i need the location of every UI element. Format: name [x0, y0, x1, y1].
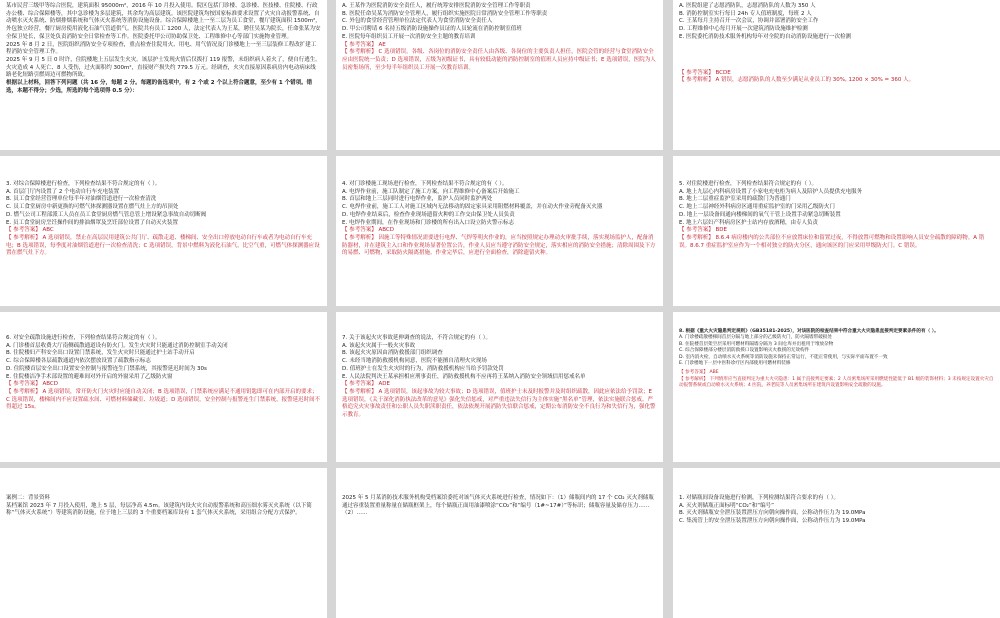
- option: E. 门诊楼地下一层中医科诊疗区内部使用可燃材料装修: [679, 361, 791, 367]
- slide-1[interactable]: [0, 0, 327, 150]
- question: 5. 对住院楼进行检查，下列检查结果符合规定的有（ ）。: [679, 181, 817, 187]
- option: B. 地上二层重症监护室采用的疏散门为普通门: [679, 196, 791, 203]
- answer: 【 参考答案】 AE: [342, 41, 386, 48]
- option: A. 首层门厅内设置了 2 个电动自行车充电装置: [6, 188, 120, 195]
- slide-11[interactable]: [336, 468, 663, 618]
- slide-5[interactable]: [336, 156, 663, 306]
- slide-3[interactable]: [673, 0, 1000, 150]
- question: 6. 对安全疏散设施进行检查，下列检查结果符合规定的有（ ）。: [6, 335, 161, 341]
- slide-7[interactable]: [0, 312, 327, 462]
- explanation: 【 参考解析】 下列情形应当直接判定为重大火灾隐患：1 属于直接判定要素；2 人员密集场所采用燃烧性能低于 B1 级的装饰材料；3 未按规定设置火灾自动报警系统或自动喷水灭火系统；4 医院、养老院等人员密集场所在建筑内设置影响安全疏散的设施。: [679, 376, 994, 389]
- question: 8. 根据《重大火灾隐患判定规则》（GB35181-2025），对该医院的检查结果中符合重大火灾隐患直接判定要素条件的有（ ）。: [679, 329, 939, 334]
- option: C. 电焊作业前，施工工人对施工区域内无法移动的固定家具采用阻燃材料覆盖，并在动火作业旁配备灭火器: [342, 204, 603, 211]
- option: A. 灭火剂储瓶正面标明“CO₂”和“编号”: [679, 502, 774, 509]
- option: D. 甲公司聘请 6 名持五级消防设施操作员证的人员轮流在消防控制室值班: [342, 26, 522, 33]
- answer: 【 参考答案】 BDE: [679, 227, 727, 234]
- answer: 【 参考答案】 BCDE: [679, 69, 731, 76]
- answer: 【 参考答案】 ADE: [342, 381, 390, 388]
- explanation: 【 参考解析】 8.6.4 病房楼内的公共部位不应放置床位和留置过夜，不得放置可燃物和设置影响人员安全疏散的障碍物。A 错误。8.6.7 重症监护室应作为一个相对独立的防火分区，通向该区的门应采用甲级防火门。C 错误。: [679, 234, 985, 249]
- question: 4. 对门诊楼施工现场进行检查，下列检查结果不符合规定的有（ ）。: [342, 181, 508, 187]
- option: B. 首层和地上三层同时进行电焊作业，监护人员同时监护两处: [342, 196, 493, 203]
- option: C. 外包的食堂经营管理单位法定代表人为食堂消防安全责任人: [342, 18, 493, 25]
- slide-4[interactable]: [0, 156, 327, 306]
- explanation: 【 参考解析】 A 选项错误，常开防火门火灾时应能自动关闭；B 选项错误，门禁系统应满足不通用钥匙即可在内部开启的要求；C 选项错误，楼梯间内不应设置疏水间、可燃材料储藏室、垃圾道；D 选项错误，安全控制与报警连生门禁系统，报警延迟时间不得超过 15s。: [6, 388, 321, 411]
- option: A. 王某作为医院消防安全责任人，履行统筹安排医院消防安全管理工作等职责: [342, 3, 531, 9]
- answer: 【 参考答案】 ABC: [6, 227, 54, 234]
- option: C. 地上二层神经外科病房区通用重症监护室的门采用乙级防火门: [679, 204, 835, 211]
- slide-text: 某市民营三级甲等综合医院，建筑面积 95000m²，2016 年 10 月投入使用。院区包括门诊楼、急诊楼、医技楼、住院楼、行政办公楼、综合保障楼等，其中急诊楼为多层建筑，其余均为高层建筑。该医院建筑均按国家标准要求设置了火灾自动报警系统、自动喷水灭火系统、防烟排烟系统和气体灭火系统等消防设施设备。综合保障楼地上一至二层为员工食堂，餐厅建筑面积 1500m²，外包独立经营，餐厅厨房使用液化石油气管道供气。医院共有员工 1200 人，法定代表人为王某，聘任吴某为院长，任命张某为安全保卫处长，保卫处负责消防安全日常检查等工作。医院委托甲公司协助保卫处、工程维修中心等部门实施物业管理。: [6, 3, 321, 40]
- option: B. 消防控制室实行每日 24h 专人值班制度，每班 2 人: [679, 10, 812, 17]
- option: D. 电焊作业结束后，检查作业现场遗留火种的工作交由保卫处人员负责: [342, 211, 515, 218]
- explanation: 【 参考解析】 因施工等特殊情况需要进行电焊、气焊等明火作业的，应当按照规定办理动火审批手续，落实现场监护人，配备消防器材，并在建筑主入口和作业现场显著位置公告，作业人员应当遵守消防安全规定，落实相应的消防安全措施；清除周围及下方的易燃、可燃物，采取防火隔离措施。作业完毕后，应进行全面检查，消除遗留火种。: [342, 234, 656, 257]
- explanation: 【 参考解析】 A 错误，志愿消防队的人数至少满足从业员工的 30%, 1200 × 30% = 360 人。: [679, 77, 915, 84]
- question: 1. 对储瓶间设备设施进行检测，下列检测结果符合要求的有（ ）。: [679, 495, 839, 501]
- option: D. 地上一层设备间通向楼梯间的氧气干管上设置手动紧急切断装置: [679, 211, 841, 218]
- option: B. 该起火灾原因由消防救援部门组织调查: [342, 350, 443, 357]
- option: A. 电焊作业前，施工队制定了施工方案，向工程维修中心备案后开始施工: [342, 188, 520, 195]
- answer: 【 参考答案】 ABCD: [342, 227, 395, 234]
- slide-6[interactable]: [673, 156, 1000, 306]
- option: A. 医院组建了志愿消防队，志愿消防队的人数为 350 人: [679, 3, 816, 9]
- option: E. 医院委托消防技术服务机构每年对全院的自动消防设施进行一次检测: [679, 33, 851, 40]
- slide-9[interactable]: [673, 312, 1000, 462]
- option: D. 值班护士在发生火灾时的行为，消防救援机构应当给予罚款处罚: [342, 365, 504, 372]
- slide-text: 2025 年 8 月 2 日，医院组织消防安全专项检查，重点检查住院用火、用电、用气情况及门诊楼地上一至三层装修工程改扩建工程消防安全管理工作。: [6, 41, 317, 56]
- slide-10[interactable]: [0, 468, 327, 618]
- slide-text: 2025 年 5 月某消防技术服务机构受档案馆委托对该气体灭火系统进行检查，情况如下：（1）储瓶间内的 17 个 CO₂ 灭火剂储瓶通过容重装置重量称量在储瓶框架上，每个储瓶正面用油漆喷涂“CO₂”和“编号（1#~17#）”等标识；储瓶容量及储存压力……（2）……: [342, 495, 654, 517]
- explanation: 【 参考解析】 C 选项错误。各级、各岗位的消防安全责任人由各级、各岗位的主要负责人担任，医院会管的经营与食堂消防安全应由医院统一负责；D 选项错误，五级为初级证书，具有较低动能的消防控制室的值班人员应持中级证书；E 选项错误，医院为人员密集场所，至少每半年组织员工开展一次教育培训。: [342, 49, 656, 71]
- answer: 【 参考答案】 ABE: [679, 370, 719, 376]
- option: A. 门诊楼疏散楼梯间首层分隔与地上部分的乙级防火门，防火隔墙带破损处: [679, 335, 832, 341]
- question: 7. 关于该起火灾事故延伸调查的说法，不符合规定的有（ ）。: [342, 335, 491, 341]
- option: D. 住院楼首层安全出口设置安全控制与报警连生门禁系统，其报警延迟时间为 30s: [6, 365, 207, 372]
- option: A. 地上九层心内科病房设置了小家电充电柜为病人及陪护人员提供充电服务: [679, 188, 863, 195]
- option: E. 人民法院判决王某承担相应刑事责任，消防救援机构不应再将王某纳入消防安全领域信用惩戒名单: [342, 373, 586, 380]
- option: B. 员工食堂经营管理单位每半年对油烟管道进行一次检查清洗: [6, 196, 157, 203]
- question-instructions: 根据以上材料，回答下列问题（共 16 分，每题 2 分。每题的备选项中，有 2 个或 2 个以上符合题意，至少有 1 个错项。错选，本题不得分；少选，所选的每个选项得 0.5 分）：: [6, 80, 313, 94]
- question: 3. 对综合保障楼进行检查，下列检查结果不符合规定的有（ ）。: [6, 181, 161, 187]
- option: B. 住院楼首层架空层采用可燃材料隔墙分隔为 3 间仓库并出租用于堆放杂物: [679, 341, 834, 347]
- option: E. 电焊作业期间，在作业现场和门诊楼的所有出入口设立防火警示标志: [342, 219, 514, 226]
- option: C. 综合保障楼各层疏散通道内依次摆放设置了疏散指示标志: [6, 358, 151, 365]
- option: C. 员工食堂厨房中新更换的可燃气体探测器设置在燃气灶上方的吊顶处: [6, 204, 179, 211]
- option: E. 地上六层妇产科病房区护士站内存放酒精，由专人负责: [679, 219, 818, 226]
- slide-2[interactable]: [336, 0, 663, 150]
- answer: 【 参考答案】 ABCD: [6, 381, 59, 388]
- explanation: 【 参考解析】 A 选项错误，禁止在高层民用建筑公共门厅、疏散走道、楼梯间、安全出口停放电动自行车或者为电动自行车充电；B 选项错误，每季度对油烟管道进行一次检查清洗；C 选项错误，背景中燃料为液化石油气，比空气重，可燃气体探测器应设置在燃气灶下方。: [6, 234, 320, 257]
- option: D. 燃气公司工程部派工人员在员工食堂厨房燃气管总管上增设紧急事故自动切断阀: [6, 211, 207, 218]
- option: B. 医院任命吴某为消防安全管理人，履行组织实施医院日常消防安全管理工作等职责: [342, 10, 548, 17]
- slide-8[interactable]: [336, 312, 663, 462]
- option: B. 住院楼妇产科安全出口设置门禁系统，发生火灾时只能通过护士站手动开启: [6, 350, 195, 357]
- option: E. 住院楼洁净手术部设置的避难间对外开启的外窗采用了乙级防火窗: [6, 373, 173, 380]
- explanation: 【 参考解析】 A 选项错误，该起事故为较大事故；D 选项错误，值班护士未及时报警并及时组织疏散，因此应依法给予罚款；E 选项错误，《关于深化消防执法改革的意见》强化失信惩戒，对严重违法失信行为主体实施“黑名单”管理，依法实施联合惩戒。严格追究火灾事故责任和公职人员失职渎职责任，依法依规开展消防失信联合惩戒，定期公布消防安全不良行为和失信行为，强化警示教育。: [342, 388, 656, 419]
- option: B. 灭火剂储瓶安全泄压装置泄压方向朝向操作面，公称动作压力为 19.0MPa: [679, 510, 866, 517]
- option: E. 员工食堂厨房烹饪操作间的排油烟罩及烹饪部位设置了自动灭火装置: [6, 219, 178, 226]
- option: C. 集流管上的安全泄压装置泄压方向朝向操作面，公称动作压力为 19.0MPa: [679, 518, 866, 525]
- option: C. 王某每月主持召开一次会议，协调并部署消防安全工作: [679, 18, 819, 25]
- option: A. 该起火灾属于一般火灾事故: [342, 342, 416, 349]
- slide-text: 2025 年 9 月 5 日 0 时许，住院楼地上五层发生火灾。该层护士发现火情后仅拨打 119 报警，未组织病人着火了，便自行逃生。火灾造成 4 人死亡、8 人受伤，过火面积约 300m²，直接财产损失约 779.5 万元。经调查，火灾直接原因系病房内电动病床线路老化短路引燃周边可燃物所致。: [6, 56, 321, 79]
- slide-text: 某档案馆 2023 年 7 月投入使用，地上 5 层，每层净高 4.5m。该建筑内设火灾自动报警系统和高压细水雾灭火系统（以下简称“气体灭火系统”）等建筑消防设施，位于地上三层的 3 个重要档案库设有 1 套气体灭火系统，采用组合分配方式保护。: [6, 502, 312, 517]
- option: D. 工程维修中心每月开展一次建筑消防设施维护检测: [679, 26, 808, 33]
- option: D. 室内消火栓，自动喷水灭火系统等消防设施未保持正常运行，不能正常使用，与实际平面布置不一致: [679, 354, 888, 360]
- option: A. 门诊楼首层收费大厅南侧疏散通道设有防火门，发生火灾时只能通过消防控制室手动关闭: [6, 342, 228, 349]
- slide-12[interactable]: [673, 468, 1000, 618]
- option: E. 医院每年组织员工开展一次消防安全主题的教育培训: [342, 33, 476, 40]
- option: C. 未经当地消防救援机构同意，医院不能擅自清理火灾现场: [342, 358, 487, 365]
- case-title: 案例二：背景资料: [6, 495, 51, 501]
- option: C. 综合保障楼部分楼层消防救援口设置影响灭火救援的无效构件: [679, 348, 810, 354]
